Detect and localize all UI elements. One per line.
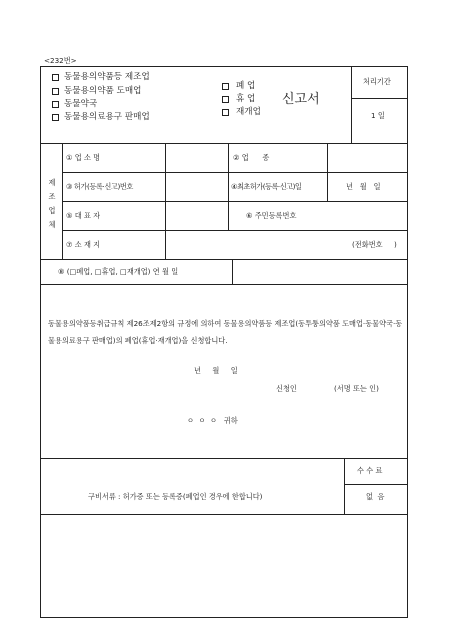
business-type-wholesale: 동물용의약품 도매업 bbox=[64, 86, 142, 96]
business-type-pharmacy: 동물약국 bbox=[64, 99, 98, 109]
report-type-suspension: 휴 업 bbox=[236, 94, 256, 104]
report-type-reopening: 재개업 bbox=[236, 107, 261, 117]
checkbox-wholesale[interactable] bbox=[52, 88, 59, 95]
processing-period-label: 처리기간 bbox=[363, 77, 391, 86]
license-date-label: ④최초허가(등록·신고)일 bbox=[231, 182, 302, 191]
business-name-label: ① 업 소 명 bbox=[66, 153, 101, 162]
fee-value: 없 음 bbox=[366, 492, 385, 501]
license-number-label: ③ 허가(등록·신고)번호 bbox=[66, 182, 133, 191]
establishment-section-label: 제 조 업 체 bbox=[48, 178, 56, 229]
application-date-placeholder[interactable]: 년 월 일 bbox=[194, 366, 238, 375]
representative-label: ⑤ 대 표 자 bbox=[66, 211, 101, 220]
closure-date-label: ⑧ (□폐업, □휴업, □재개업) 연 월 일 bbox=[58, 267, 179, 276]
checkbox-medical-device[interactable] bbox=[52, 114, 59, 121]
phone-label: (전화번호 ) bbox=[352, 240, 397, 249]
business-name-field[interactable] bbox=[166, 144, 227, 171]
fee-label: 수 수 료 bbox=[357, 466, 383, 475]
business-type-medical-device: 동물용의료용구 판매업 bbox=[64, 112, 150, 122]
address-label: ⑦ 소 재 지 bbox=[66, 240, 101, 249]
address-field[interactable] bbox=[166, 231, 346, 258]
business-type-field[interactable] bbox=[328, 144, 407, 171]
checkbox-pharmacy[interactable] bbox=[52, 101, 59, 108]
business-type-manufacturing: 동물용의약품등 제조업 bbox=[64, 72, 150, 82]
representative-field[interactable] bbox=[166, 202, 227, 229]
checkbox-closure[interactable] bbox=[222, 83, 229, 90]
license-date-placeholder[interactable]: 년 월 일 bbox=[346, 182, 381, 191]
form-number: <232번> bbox=[44, 56, 77, 65]
closure-date-field[interactable] bbox=[233, 260, 407, 283]
business-type-label: ② 업 종 bbox=[233, 153, 270, 162]
checkbox-suspension[interactable] bbox=[222, 96, 229, 103]
license-number-field[interactable] bbox=[166, 173, 227, 200]
form-title: 신고서 bbox=[282, 92, 320, 107]
addressee: ㅇ ㅇ ㅇ 귀하 bbox=[187, 416, 238, 425]
checkbox-manufacturing[interactable] bbox=[52, 74, 59, 81]
report-type-closure: 폐 업 bbox=[236, 81, 256, 91]
resident-number-label: ⑥ 주민등록번호 bbox=[246, 211, 297, 220]
processing-period-value: 1 일 bbox=[371, 111, 385, 120]
signature-label: (서명 또는 인) bbox=[334, 384, 379, 393]
checkbox-reopening[interactable] bbox=[222, 109, 229, 116]
resident-number-field[interactable] bbox=[328, 202, 407, 229]
applicant-label: 신청인 bbox=[276, 384, 297, 393]
required-documents: 구비서류 : 허가증 또는 등록증(폐업인 경우에 한합니다) bbox=[88, 492, 263, 501]
statement-body: 동물용의약품등취급규칙 제26조제2항의 규정에 의하여 동물용의약품등 제조업(동투퉁의약품 도매업·동물약국·동물용의료용구 판매업)의 폐업(휴업·재개업)을 신청합니다. bbox=[48, 319, 403, 345]
